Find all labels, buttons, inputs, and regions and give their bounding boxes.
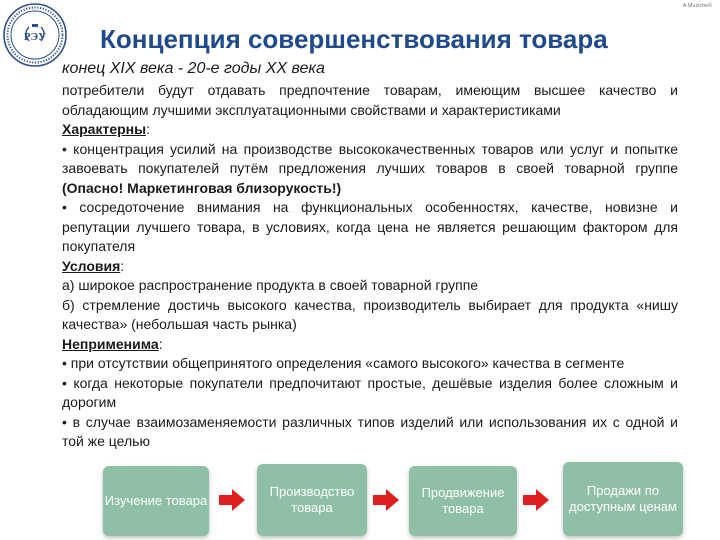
inapplicable-label: Неприменима: [62, 335, 159, 352]
characteristic-item: • сосредоточение внимания на функциональных особенностях, качестве, новизне и репутации лучшего товара, в условиях, когда цена не является решающим фактором для покупателя: [62, 199, 678, 254]
characteristic-item: [62, 140, 678, 199]
inapplicable-item: • при отсутствии общепринятого определения «самого высокого» качества в сегменте: [62, 355, 625, 371]
process-flow: [0, 460, 720, 540]
svg-text:РЭУ: РЭУ: [23, 31, 47, 43]
conditions-item: а) широкое распространение продукта в своей товарной группе: [62, 277, 479, 293]
university-logo-icon: [2, 2, 68, 68]
flow-step-promotion: Продвижение товара: [409, 466, 517, 536]
right-arrow-icon: [373, 489, 399, 511]
flow-step-research: Изучение товара: [103, 466, 209, 536]
slide-title: Концепция совершенствования товара: [100, 24, 608, 54]
warning-text: (Опасно! Маркетинговая близорукость!): [62, 179, 342, 196]
inapplicable-item: • когда некоторые покупатели предпочитают простые, дешёвые изделия более сложным и дорогим: [62, 374, 678, 410]
conditions-item: б) стремление достичь высокого качества, производитель выбирает для продукта «нишу качества» (небольшая часть рынка): [62, 296, 678, 332]
flow-step-production: Производство товара: [257, 464, 367, 536]
right-arrow-icon: [523, 489, 549, 511]
watermark: A.Muziche©: [682, 3, 712, 9]
right-arrow-icon: [219, 489, 245, 511]
characteristic-label: Характерны: [62, 121, 147, 137]
inapplicable-item: • в случае взаимозаменяемости различных типов изделий или использования их с одной и той же целью: [62, 413, 678, 449]
characteristic-heading: Характерны:: [62, 121, 150, 137]
conditions-heading: Условия:: [62, 257, 125, 274]
slide-subtitle: конец XIX века - 20-е годы XX века: [62, 60, 325, 77]
characteristic-item-text: • концентрация усилий на производстве высококачественных товаров или услуг и попытке завоевать покупателей путём предложения лучших товаров в своей товарной группе: [62, 140, 678, 176]
content-body: [62, 81, 678, 452]
conditions-label: Условия: [62, 257, 121, 274]
intro-text: потребители будут отдавать предпочтение товарам, имеющим высшее качество и обладающим лучшими эксплуатационными свойствами и характеристиками: [62, 82, 678, 118]
inapplicable-heading: Неприменима:: [62, 335, 163, 352]
flow-step-sales: Продажи по доступным ценам: [563, 462, 683, 536]
